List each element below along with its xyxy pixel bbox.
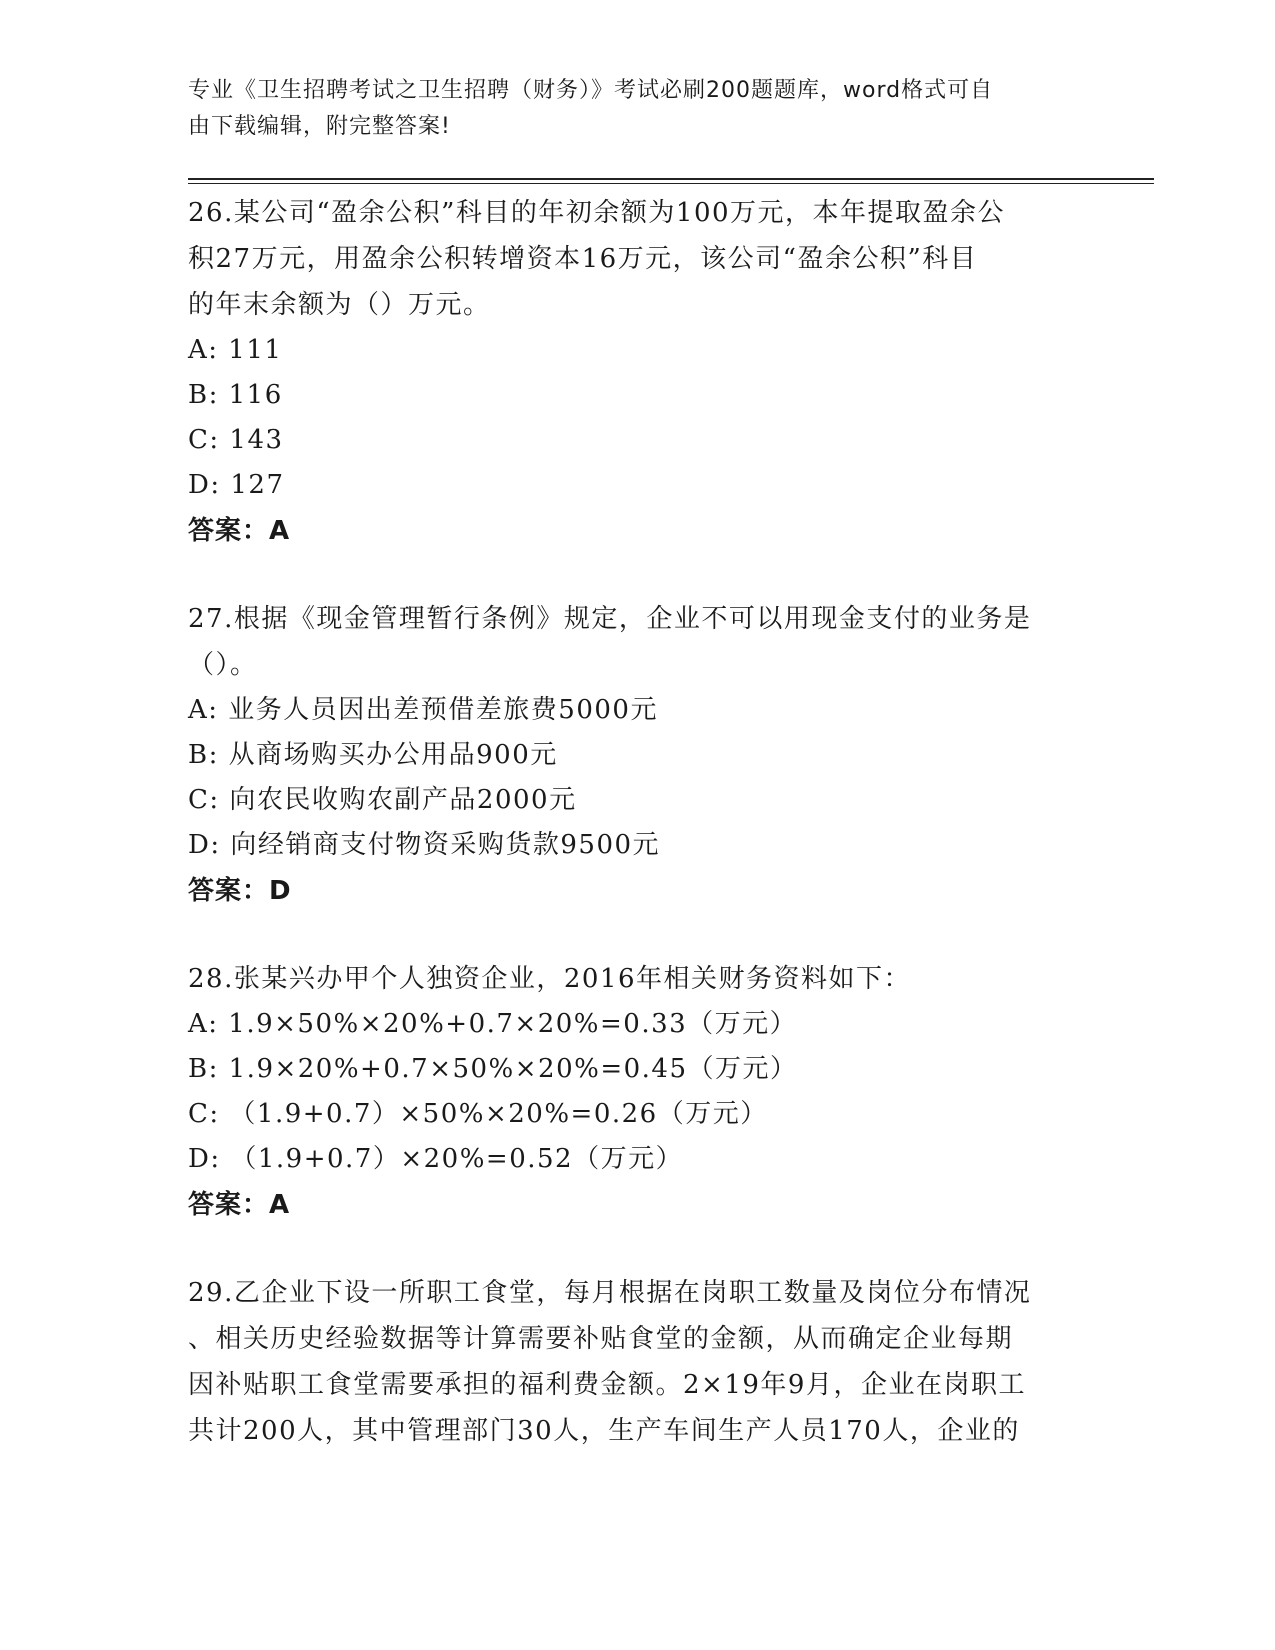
question-29 — [188, 1270, 1088, 1454]
answer: 答案：D — [188, 876, 292, 906]
header-rule-thin — [188, 183, 1154, 184]
option-b: B: 1.9×20%+0.7×50%×20%=0.45（万元） — [188, 1054, 798, 1084]
option-d: D: （1.9+0.7）×20%=0.52（万元） — [188, 1144, 684, 1174]
option-a: A: 111 — [188, 335, 283, 365]
question-stem-line: 因补贴职工食堂需要承担的福利费金额。2×19年9月，企业在岗职工 — [188, 1370, 1026, 1400]
question-stem-line: 29.乙企业下设一所职工食堂，每月根据在岗职工数量及岗位分布情况 — [188, 1278, 1032, 1308]
option-c: C: 向农民收购农副产品2000元 — [188, 785, 577, 815]
question-list — [188, 190, 1088, 1454]
option-d: D: 向经销商支付物资采购货款9500元 — [188, 830, 661, 860]
question-stem-line: （）。 — [188, 650, 258, 680]
answer: 答案：A — [188, 1190, 291, 1220]
question-stem-line: 28.张某兴办甲个人独资企业，2016年相关财务资料如下： — [188, 964, 912, 994]
document-header — [188, 73, 1068, 145]
option-a: A: 业务人员因出差预借差旅费5000元 — [188, 695, 658, 725]
question-stem-line: 27.根据《现金管理暂行条例》规定，企业不可以用现金支付的业务是 — [188, 604, 1032, 634]
option-c: C: （1.9+0.7）×50%×20%=0.26（万元） — [188, 1099, 768, 1129]
header-line-2: 由下载编辑，附完整答案! — [188, 114, 451, 139]
question-stem-line: 、相关历史经验数据等计算需要补贴食堂的金额，从而确定企业每期 — [188, 1324, 1014, 1354]
option-d: D: 127 — [188, 470, 285, 500]
question-stem-line: 26.某公司“盈余公积”科目的年初余额为100万元，本年提取盈余公 — [188, 198, 1006, 228]
option-a: A: 1.9×50%×20%+0.7×20%=0.33（万元） — [188, 1009, 798, 1039]
option-c: C: 143 — [188, 425, 284, 455]
question-27 — [188, 596, 1088, 914]
header-rule-thick — [188, 178, 1154, 180]
question-stem-line: 积27万元，用盈余公积转增资本16万元，该公司“盈余公积”科目 — [188, 244, 978, 274]
header-line-1: 专业《卫生招聘考试之卫生招聘（财务）》考试必刷200题题库，word格式可自 — [188, 78, 994, 103]
question-stem-line: 共计200人，其中管理部门30人，生产车间生产人员170人，企业的 — [188, 1416, 1020, 1446]
option-b: B: 116 — [188, 380, 283, 410]
question-stem-line: 的年末余额为（）万元。 — [188, 290, 491, 320]
question-26 — [188, 190, 1088, 554]
question-28 — [188, 956, 1088, 1228]
answer: 答案：A — [188, 516, 291, 546]
option-b: B: 从商场购买办公用品900元 — [188, 740, 558, 770]
